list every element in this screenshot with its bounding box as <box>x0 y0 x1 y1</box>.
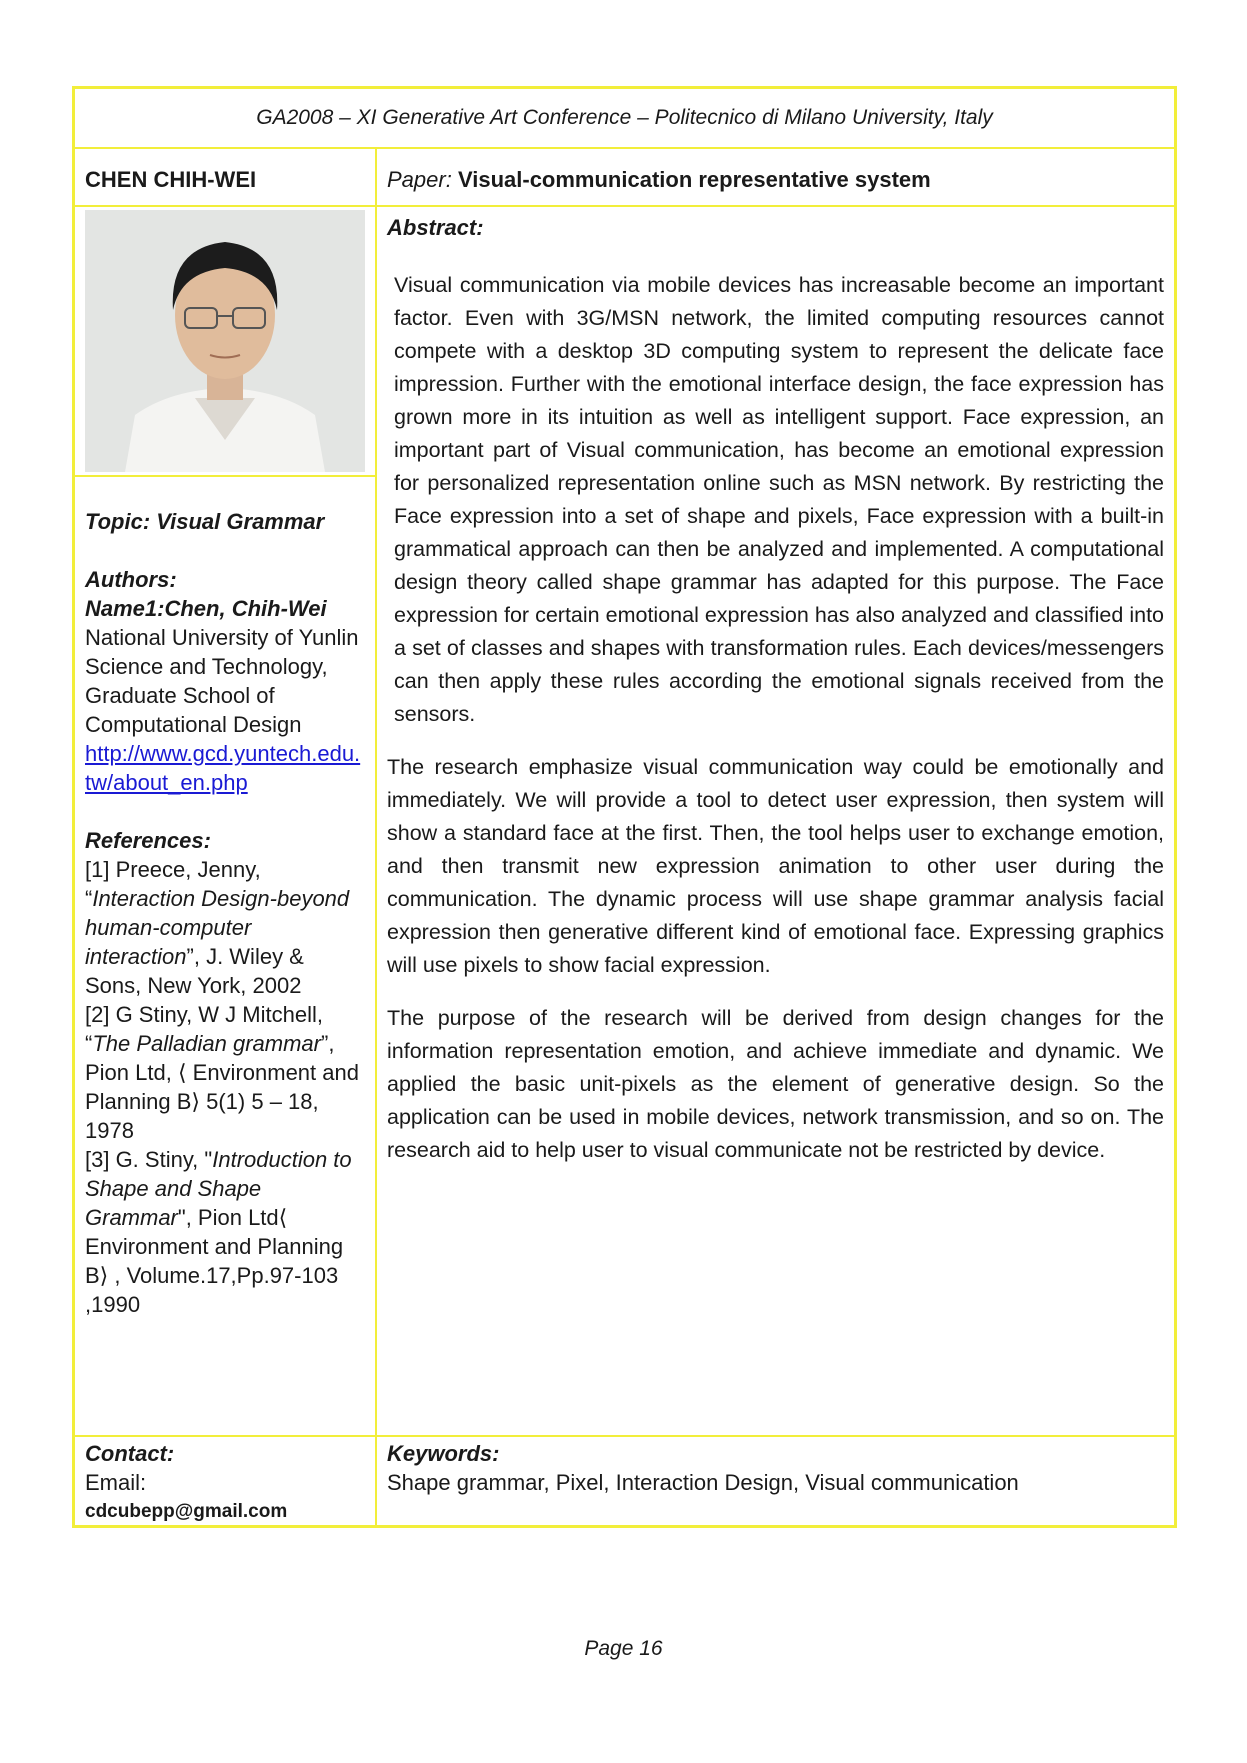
sidebar <box>75 207 377 1435</box>
conference-header-row <box>75 89 1174 149</box>
abstract-paragraph: Visual communication via mobile devices has increasable become an important factor. Even with 3G/MSN network, the limited computing resources cannot compete with a desktop 3D computing system to represent the delicate face impression. Further with the emotional interface design, the face expression has grown more in its intuition as well as intelligent support. Face expression, an important part of Visual communication, has become an emotional expression for personalized representation online such as MSN network. By restricting the Face expression into a set of shape and pixels, Face expression with a built-in grammatical approach can then be analyzed and implemented. A computational design theory called shape grammar has adapted for this purpose. The Face expression for certain emotional expression has also analyzed and classified into a set of classes and shapes with transformation rules. Each devices/messengers can then apply these rules according the emotional signals received from the sensors. <box>394 273 1164 726</box>
paper-title: Visual-communication representative system <box>457 167 931 192</box>
affiliation: National University of Yunlin Science and Technology, Graduate School of Computational Design <box>85 625 359 737</box>
contact-heading: Contact: <box>85 1441 175 1466</box>
paper-title-cell <box>377 149 1174 205</box>
author-name: CHEN CHIH-WEI <box>85 167 257 192</box>
sidebar-text <box>75 477 375 1319</box>
affiliation-link[interactable]: http://www.gcd.yuntech.edu.tw/about_en.php <box>85 741 361 795</box>
contact-cell <box>75 1437 377 1525</box>
paper-frame <box>72 86 1177 1528</box>
email-label: Email: <box>85 1470 147 1495</box>
page-number: Page 16 <box>584 1637 663 1660</box>
footer-row <box>75 1437 1174 1525</box>
photo-cell <box>75 207 375 477</box>
keywords-cell <box>377 1437 1174 1525</box>
authors-heading: Authors: <box>85 567 177 592</box>
email-address: cdcubepp@gmail.com <box>85 1501 288 1522</box>
conference-header: GA2008 – XI Generative Art Conference – Politecnico di Milano University, Italy <box>256 106 993 129</box>
author-portrait-image <box>85 210 365 472</box>
author-photo <box>85 210 365 472</box>
reference-item: [1] Preece, Jenny, “Interaction Design-beyond human-computer interaction”, J. Wiley & Sons, New York, 2002 <box>85 857 350 998</box>
author-name-cell <box>75 149 377 205</box>
references-heading: References: <box>85 828 211 853</box>
title-row <box>75 149 1174 207</box>
topic: Topic: Visual Grammar <box>85 509 325 534</box>
reference-item: [3] G. Stiny, "Introduction to Shape and Shape Grammar", Pion Ltd⟨ Environment and Planning B⟩ , Volume.17,Pp.97-103 ,1990 <box>85 1147 352 1317</box>
abstract-paragraph: The purpose of the research will be derived from design changes for the information representation emotion, and achieve immediate and dynamic. We applied the basic unit-pixels as the element of generative design. So the application can be used in mobile devices, network transmission, and so on. The research aid to help user to visual communicate not be restricted by device. <box>387 1006 1164 1162</box>
abstract-paragraph: The research emphasize visual communication way could be emotionally and immediately. We will provide a tool to detect user expression, then system will show a standard face at the first. Then, the tool helps user to exchange emotion, and then transmit new expression animation to other user during the communication. The dynamic process will use shape grammar analysis facial expression then generative different kind of emotional face. Expressing graphics will use pixels to show facial expression. <box>387 755 1164 977</box>
body-row <box>75 207 1174 1437</box>
abstract-heading: Abstract: <box>387 215 484 240</box>
reference-item: [2] G Stiny, W J Mitchell, “The Palladian grammar”, Pion Ltd, ⟨ Environment and Planning B⟩ 5(1) 5 – 18, 1978 <box>85 1002 359 1143</box>
paper-label: Paper: <box>387 167 452 192</box>
keywords-heading: Keywords: <box>387 1441 500 1466</box>
author-line: Name1:Chen, Chih-Wei <box>85 596 327 621</box>
keywords-list: Shape grammar, Pixel, Interaction Design, Visual communication <box>387 1470 1019 1495</box>
main-content <box>377 207 1174 1435</box>
